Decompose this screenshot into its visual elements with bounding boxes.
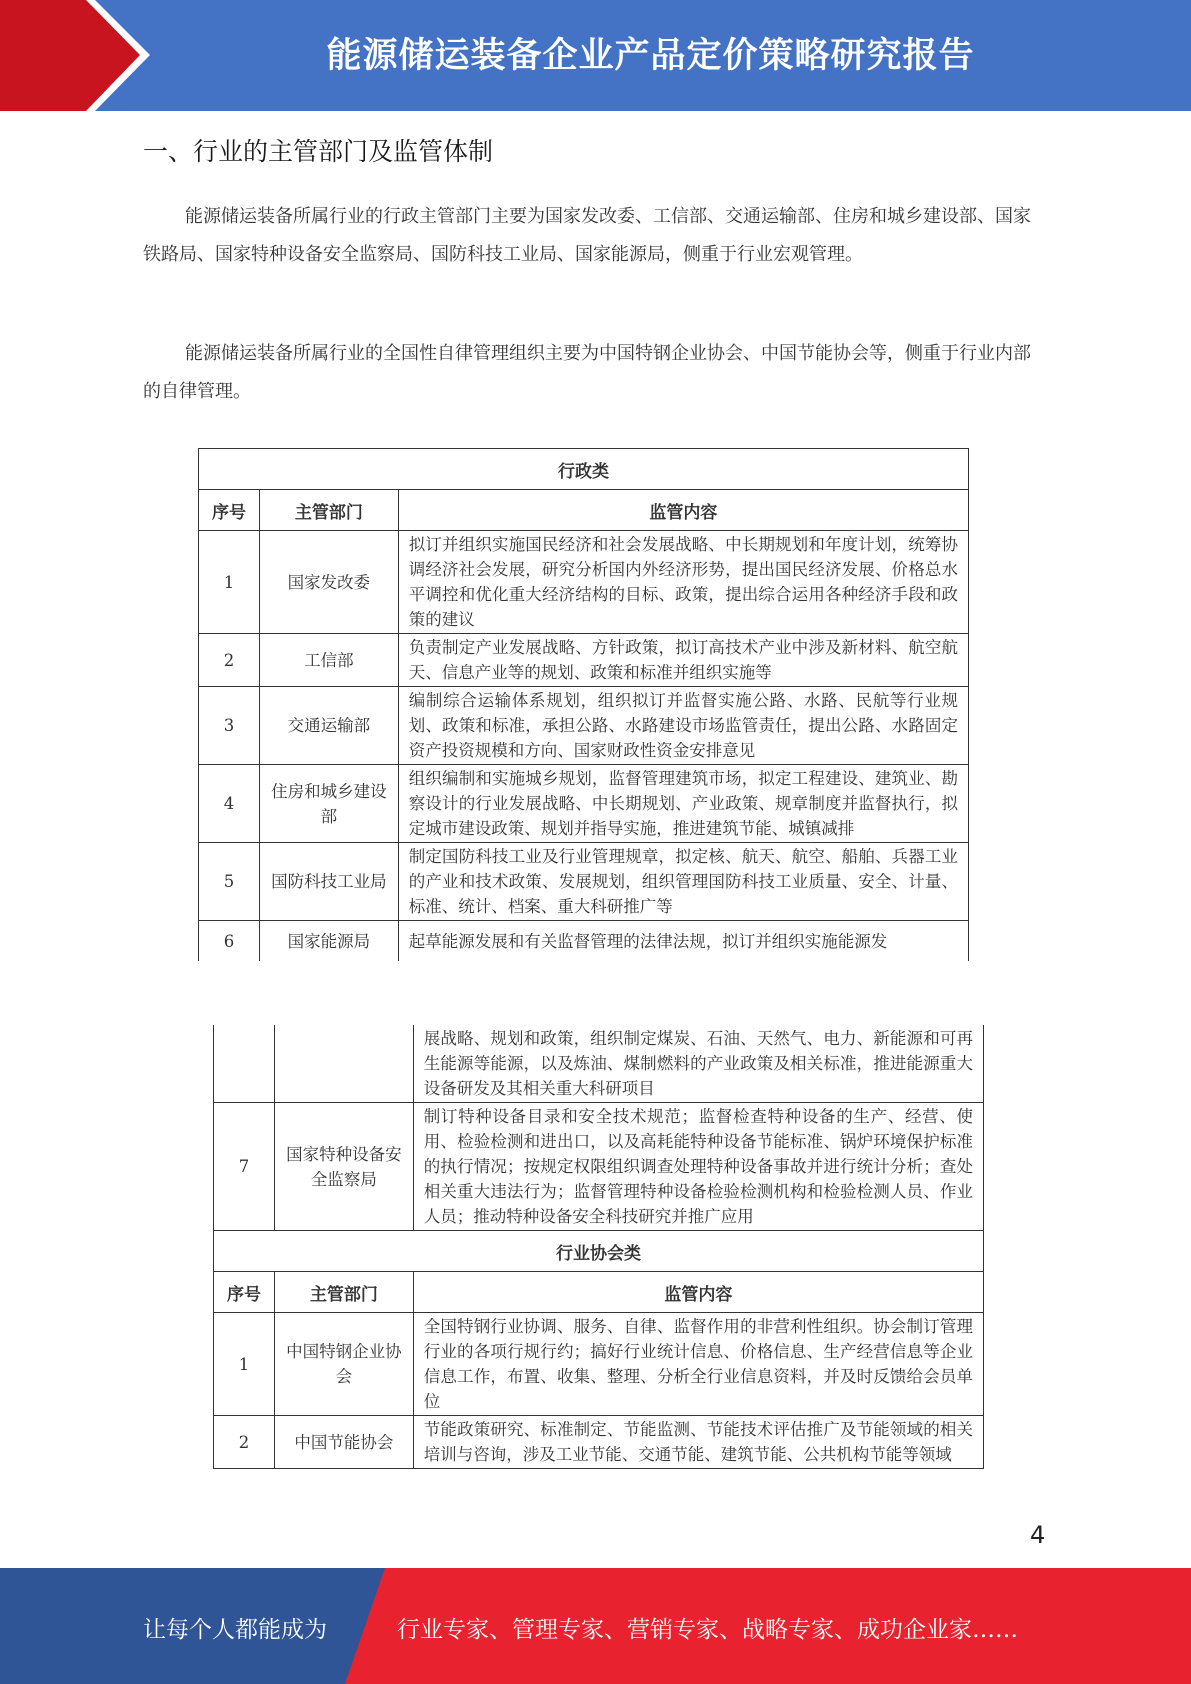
page-number: 4 — [1030, 1521, 1046, 1549]
red-chevron-icon — [0, 0, 140, 111]
row-number: 3 — [199, 687, 260, 765]
content-cell: 制定国防科技工业及行业管理规章，拟定核、航天、航空、船舶、兵器工业的产业和技术政策、发展规划，组织管理国防科技工业质量、安全、计量、标准、统计、档案、重大科研推广等 — [398, 843, 968, 921]
department-cell: 住房和城乡建设部 — [259, 765, 398, 843]
department-cell: 国家能源局 — [259, 921, 398, 962]
content-cell: 起草能源发展和有关监督管理的法律法规，拟订并组织实施能源发 — [398, 921, 968, 962]
department-cell: 中国特钢企业协会 — [274, 1313, 413, 1416]
column-header: 序号 — [199, 490, 260, 531]
table-row — [214, 1416, 984, 1469]
row-number: 1 — [214, 1313, 275, 1416]
table-row — [214, 1313, 984, 1416]
department-cell: 国防科技工业局 — [259, 843, 398, 921]
column-header: 主管部门 — [259, 490, 398, 531]
table-row — [199, 687, 969, 765]
department-cell: 国家发改委 — [259, 531, 398, 634]
column-header: 监管内容 — [413, 1272, 983, 1313]
table-row — [214, 1025, 984, 1103]
regulator-table-continued — [213, 1025, 984, 1469]
report-title: 能源储运装备企业产品定价策略研究报告 — [326, 36, 975, 76]
footer-slogan-right: 行业专家、管理专家、营销专家、战略专家、成功企业家…… — [397, 1617, 1018, 1643]
table-row — [199, 634, 969, 687]
footer-banner — [0, 1568, 1191, 1684]
row-number — [214, 1025, 275, 1103]
row-number: 1 — [199, 531, 260, 634]
department-cell — [274, 1025, 413, 1103]
content-cell: 编制综合运输体系规划，组织拟订并监督实施公路、水路、民航等行业规划、政策和标准，承担公路、水路建设市场监管责任，提出公路、水路固定资产投资规模和方向、国家财政性资金安排意见 — [398, 687, 968, 765]
table-row — [199, 843, 969, 921]
section-title: 一、行业的主管部门及监管体制 — [143, 137, 494, 166]
row-number: 2 — [199, 634, 260, 687]
row-number: 2 — [214, 1416, 275, 1469]
table-row — [199, 765, 969, 843]
footer-slogan-left: 让每个人都能成为 — [143, 1617, 327, 1643]
content-cell: 节能政策研究、标准制定、节能监测、节能技术评估推广及节能领域的相关培训与咨询，涉及工业节能、交通节能、建筑节能、公共机构节能等领域 — [413, 1416, 983, 1469]
row-number: 5 — [199, 843, 260, 921]
column-header: 序号 — [214, 1272, 275, 1313]
header-banner — [0, 0, 1191, 111]
table-row — [199, 531, 969, 634]
department-cell: 国家特种设备安全监察局 — [274, 1103, 413, 1231]
department-cell: 工信部 — [259, 634, 398, 687]
content-cell: 拟订并组织实施国民经济和社会发展战略、中长期规划和年度计划，统筹协调经济社会发展，研究分析国内外经济形势，提出国民经济发展、价格总水平调控和优化重大经济结构的目标、政策，提出综合运用各种经济手段和政策的建议 — [398, 531, 968, 634]
row-number: 6 — [199, 921, 260, 962]
department-cell: 中国节能协会 — [274, 1416, 413, 1469]
content-cell: 组织编制和实施城乡规划，监督管理建筑市场，拟定工程建设、建筑业、勘察设计的行业发展战略、中长期规划、产业政策、规章制度并监督执行，拟定城市建设政策、规划并指导实施，推进建筑节能、城镇减排 — [398, 765, 968, 843]
table-caption: 行政类 — [199, 449, 969, 490]
paragraph: 能源储运装备所属行业的全国性自律管理组织主要为中国特钢企业协会、中国节能协会等，侧重于行业内部的自律管理。 — [143, 343, 1031, 402]
regulator-table-admin — [198, 448, 969, 961]
table-row — [199, 921, 969, 962]
content-cell: 展战略、规划和政策，组织制定煤炭、石油、天然气、电力、新能源和可再生能源等能源，以及炼油、煤制燃料的产业政策及相关标准，推进能源重大设备研发及其相关重大科研项目 — [413, 1025, 983, 1103]
column-header: 监管内容 — [398, 490, 968, 531]
content-cell: 负责制定产业发展战略、方针政策，拟订高技术产业中涉及新材料、航空航天、信息产业等的规划、政策和标准并组织实施等 — [398, 634, 968, 687]
paragraph: 能源储运装备所属行业的行政主管部门主要为国家发改委、工信部、交通运输部、住房和城乡建设部、国家铁路局、国家特种设备安全监察局、国防科技工业局、国家能源局，侧重于行业宏观管理。 — [143, 206, 1031, 265]
column-header: 主管部门 — [274, 1272, 413, 1313]
content-cell: 制订特种设备目录和安全技术规范；监督检查特种设备的生产、经营、使用、检验检测和进出口，以及高耗能特种设备节能标准、锅炉环境保护标准的执行情况；按规定权限组织调查处理特种设备事故并进行统计分析；查处相关重大违法行为；监督管理特种设备检验检测机构和检验检测人员、作业人员；推动特种设备安全科技研究并推广应用 — [413, 1103, 983, 1231]
content-cell: 全国特钢行业协调、服务、自律、监督作用的非营利性组织。协会制订管理行业的各项行规行约；搞好行业统计信息、价格信息、生产经营信息等企业信息工作，布置、收集、整理、分析全行业信息资料，并及时反馈给会员单位 — [413, 1313, 983, 1416]
table-row — [214, 1103, 984, 1231]
row-number: 7 — [214, 1103, 275, 1231]
row-number: 4 — [199, 765, 260, 843]
department-cell: 交通运输部 — [259, 687, 398, 765]
table-caption: 行业协会类 — [214, 1231, 984, 1272]
